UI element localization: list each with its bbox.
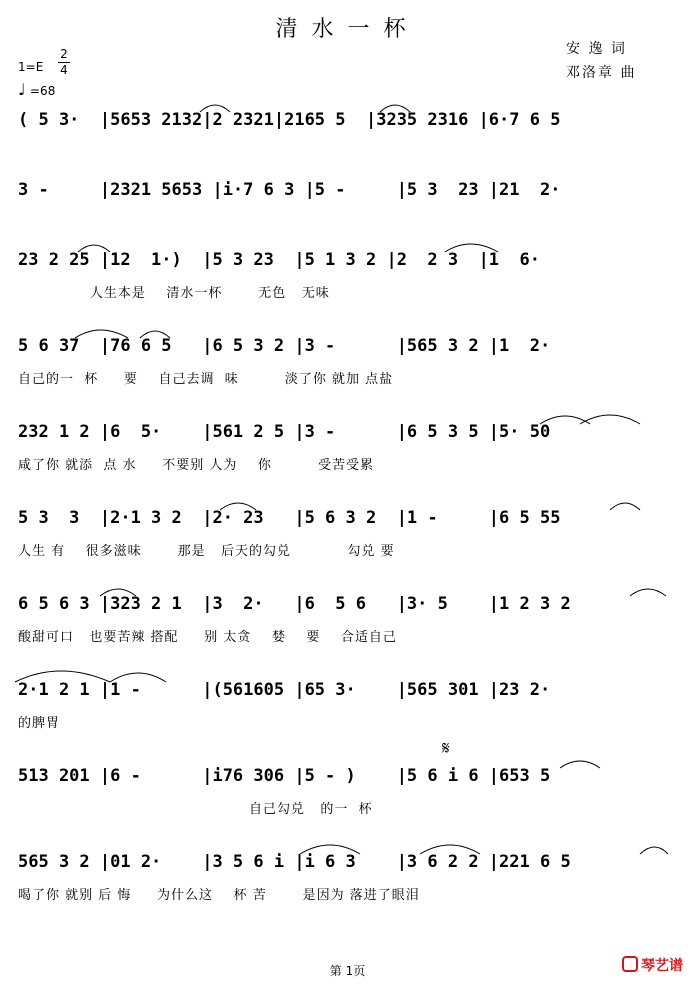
notation-line: 3 - |2321 5653 |i·7 6 3 |5 - |5 3 23 |21 2· (18, 180, 571, 200)
lyrics-line: 喝了你 就别 后 悔 为什么这 杯 苦 是因为 落进了眼泪 (18, 888, 420, 903)
lyrics-line: 酸甜可口 也要苦辣 搭配 别 太贪 婪 要 合适自己 (18, 630, 397, 645)
tempo-note-icon: ♩ (18, 80, 26, 99)
composer-credit: 邓洛章 曲 (566, 65, 637, 81)
page-number: 第 1页 (329, 964, 366, 978)
lyrics-line: 人生 有 很多滋味 那是 后天的勾兑 勾兑 要 (18, 544, 395, 559)
notation-line: 565 3 2 |01 2· |3 5 6 i |i 6 3 |3 6 2 2 |221 6 5 (18, 852, 581, 872)
song-title: 清水一杯 (275, 17, 420, 42)
notation-line: ( 5 3· |5653 2132|2 2321|2165 5 |3235 2316 |6·7 6 5 (18, 110, 571, 130)
notation-line: 232 1 2 |6 5· |561 2 5 |3 - |6 5 3 5 |5· 50 (18, 422, 561, 442)
site-watermark (622, 955, 683, 975)
tempo-marking: =68 (30, 84, 56, 98)
notation-line: 6 5 6 3 |323 2 1 |3 2· |6 5 6 |3· 5 |1 2 3 2 (18, 594, 581, 614)
lyrics-line: 人生本是 清水一杯 无色 无味 (18, 286, 330, 301)
segno-sign: 𝄋 (442, 738, 450, 759)
notation-line: 2·1 2 1 |1 - |(561605 |65 3· |565 301 |23 2· (18, 680, 561, 700)
time-signature-top: 2 (60, 47, 68, 61)
lyrics-line: 的脾胃 (18, 716, 61, 731)
lyrics-line: 咸了你 就添 点 水 不要别 人为 你 受苦受累 (18, 458, 375, 473)
watermark-text: 琴艺谱 (641, 958, 683, 974)
lyrics-line: 自己勾兑 的一 杯 (18, 802, 373, 817)
lyrics-line: 自己的一 杯 要 自己去调 味 淡了你 就加 点盐 (18, 372, 394, 387)
notation-line: 23 2 25 |12 1·) |5 3 23 |5 1 3 2 |2 2 3 |1 6· (18, 250, 551, 270)
lyricist-credit: 安 逸 词 (566, 41, 627, 57)
logo-icon (622, 956, 638, 972)
key-signature: 1=E (18, 60, 44, 74)
notation-line: 513 201 |6 - |i76 306 |5 - ) |5 6 i 6 |653 5 (18, 766, 561, 786)
notation-line: 5 3 3 |2·1 3 2 |2· 23 |5 6 3 2 |1 - |6 5 55 (18, 508, 571, 528)
notation-line: 5 6 37 |76 6 5 |6 5 3 2 |3 - |565 3 2 |1 2· (18, 336, 561, 356)
time-signature-bottom: 4 (60, 63, 68, 77)
